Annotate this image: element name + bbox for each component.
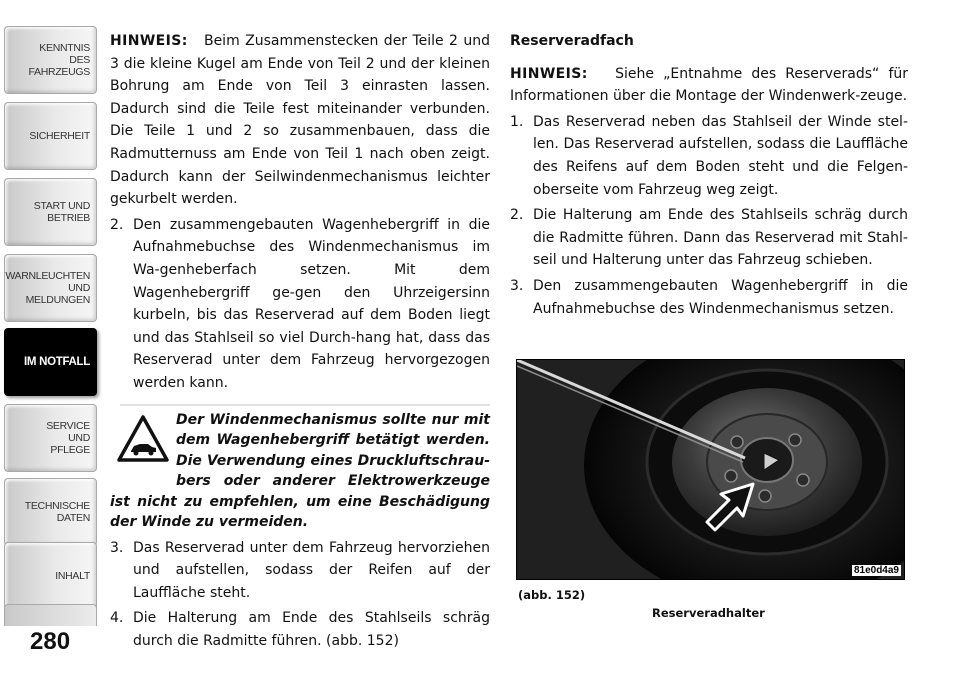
tab-im-notfall[interactable] (4, 328, 97, 396)
figure-caption: Reserveradhalter (652, 606, 765, 620)
tab-label-line: TECHNISCHE (24, 500, 90, 512)
page-number-tab (4, 604, 97, 626)
list-number: 2. (110, 216, 124, 233)
warning-divider (120, 404, 490, 406)
list-number: 3. (110, 539, 124, 556)
list-text: Das Reserverad unter dem Fahrzeug hervorziehen und aufstellen, sodass der Reifen auf der Lauffläche steht. (133, 539, 490, 601)
tab-warnleuchten-und-meldungen[interactable] (4, 254, 97, 322)
tab-label-line: START UND (33, 200, 90, 212)
warning-box (110, 404, 490, 533)
list-number: 1. (510, 113, 524, 130)
tab-label-line: PFLEGE (50, 444, 90, 456)
spare-wheel-illustration (517, 360, 905, 580)
figure-code: 81e0d4a9 (853, 565, 899, 576)
right-column (510, 30, 908, 321)
tab-label-line: KENNTNIS (39, 42, 90, 54)
list-text: Den zusammengebauten Wagenhebergriff in die Aufnahmebuchse des Windenmechanismus setzen. (533, 277, 908, 317)
tab-label-line: UND (68, 432, 90, 444)
list-text: Die Halterung am Ende des Stahlseils schräg durch die Radmitte führen. Dann das Reserverad mit Stahl-seil und Halterung unter das Fahrzeug schieben. (533, 207, 908, 269)
tab-label-line: FAHRZEUGS (28, 66, 90, 78)
tab-sicherheit[interactable] (4, 102, 97, 170)
list-text: Das Reserverad neben das Stahlseil der Winde stel-len. Das Reserverad aufstellen, sodass die Lauffläche des Reifens auf dem Boden steht und die Felgen-oberseite vom Fahrzeug weg zeigt. (533, 113, 908, 198)
list-number: 2. (510, 207, 524, 224)
list-text: Den zusammengebauten Wagenhebergriff in die Aufnahmebuchse des Windenmechanismus im Wa-genheberfach setzen. Mit dem Wagenhebergriff ge-gen den Uhrzeigersinn kurbeln, bis das Reserverad auf dem Boden liegt und das Stahlseil so viel Durch-hang hat, dass das Reserverad unter dem Fahrzeug hervorgezogen werden kann. (133, 216, 490, 391)
tab-label-line: BETRIEB (47, 212, 90, 224)
list-text: Die Halterung am Ende des Stahlseils schräg durch die Radmitte führen. (abb. 152) (133, 610, 490, 649)
section-heading: Reserveradfach (510, 33, 634, 49)
tab-start-und-betrieb[interactable] (4, 178, 97, 246)
list-item (510, 111, 908, 201)
tab-label-line: SICHERHEIT (29, 130, 90, 142)
tab-technische-daten[interactable] (4, 478, 97, 546)
note-text: Beim Zusammenstecken der Teile 2 und 3 die kleine Kugel am Ende von Teil 2 und der kleinen Bohrung am Ende von Teil 3 einrasten lassen. Dadurch sind die Teile fest miteinander verbunden. Die Teile 1 und 2 so zusammenbauen, dass die Radmutternuss am Ende von Teil 1 nach oben zeigt. Dadurch kann der Seilwindenmechanismus leichter gekurbelt werden. (110, 33, 490, 208)
list-item (510, 275, 908, 320)
warning-text-content: Der Windenmechanismus sollte nur mit dem Wagenhebergriff betätigt werden. Die Verwendung eines Druckluftschrau-bers oder anderer Elektrowerkzeuge ist nicht zu empfehlen, um eine Beschädigung der Winde zu vermeiden. (110, 411, 490, 530)
list-item (110, 537, 490, 605)
tab-label-line: WARNLEUCHTEN (5, 270, 90, 282)
left-column (110, 30, 490, 653)
tab-label-line: IM NOTFALL (24, 356, 90, 368)
page-number: 280 (30, 628, 71, 655)
note-text: Siehe „Entnahme des Reserverads“ für Informationen über die Montage der Windenwerk-zeuge. (510, 65, 908, 105)
note-paragraph (110, 30, 490, 211)
note-label: HINWEIS: (510, 65, 588, 82)
tab-inhalt[interactable] (4, 542, 97, 610)
figure-spare-wheel (516, 359, 905, 580)
tab-label-line: SERVICE (46, 420, 90, 432)
tab-label-line: INHALT (55, 570, 90, 582)
tab-label-line: DES (69, 54, 90, 66)
list-item (110, 214, 490, 395)
figure-reference: (abb. 152) (518, 588, 586, 602)
list-item (110, 607, 490, 652)
note-label: HINWEIS: (110, 33, 188, 49)
tab-label-line: DATEN (56, 512, 90, 524)
chapter-sidebar (0, 0, 100, 678)
list-item (510, 204, 908, 272)
list-number: 4. (110, 610, 124, 627)
warning-triangle-icon (116, 414, 170, 464)
tab-label-line: UND (68, 282, 90, 294)
tab-kenntnis-des-fahrzeugs[interactable] (4, 26, 97, 94)
list-number: 3. (510, 277, 524, 294)
tab-label-line: MELDUNGEN (25, 294, 90, 306)
tab-service-und-pflege[interactable] (4, 404, 97, 472)
note-paragraph (510, 63, 908, 108)
